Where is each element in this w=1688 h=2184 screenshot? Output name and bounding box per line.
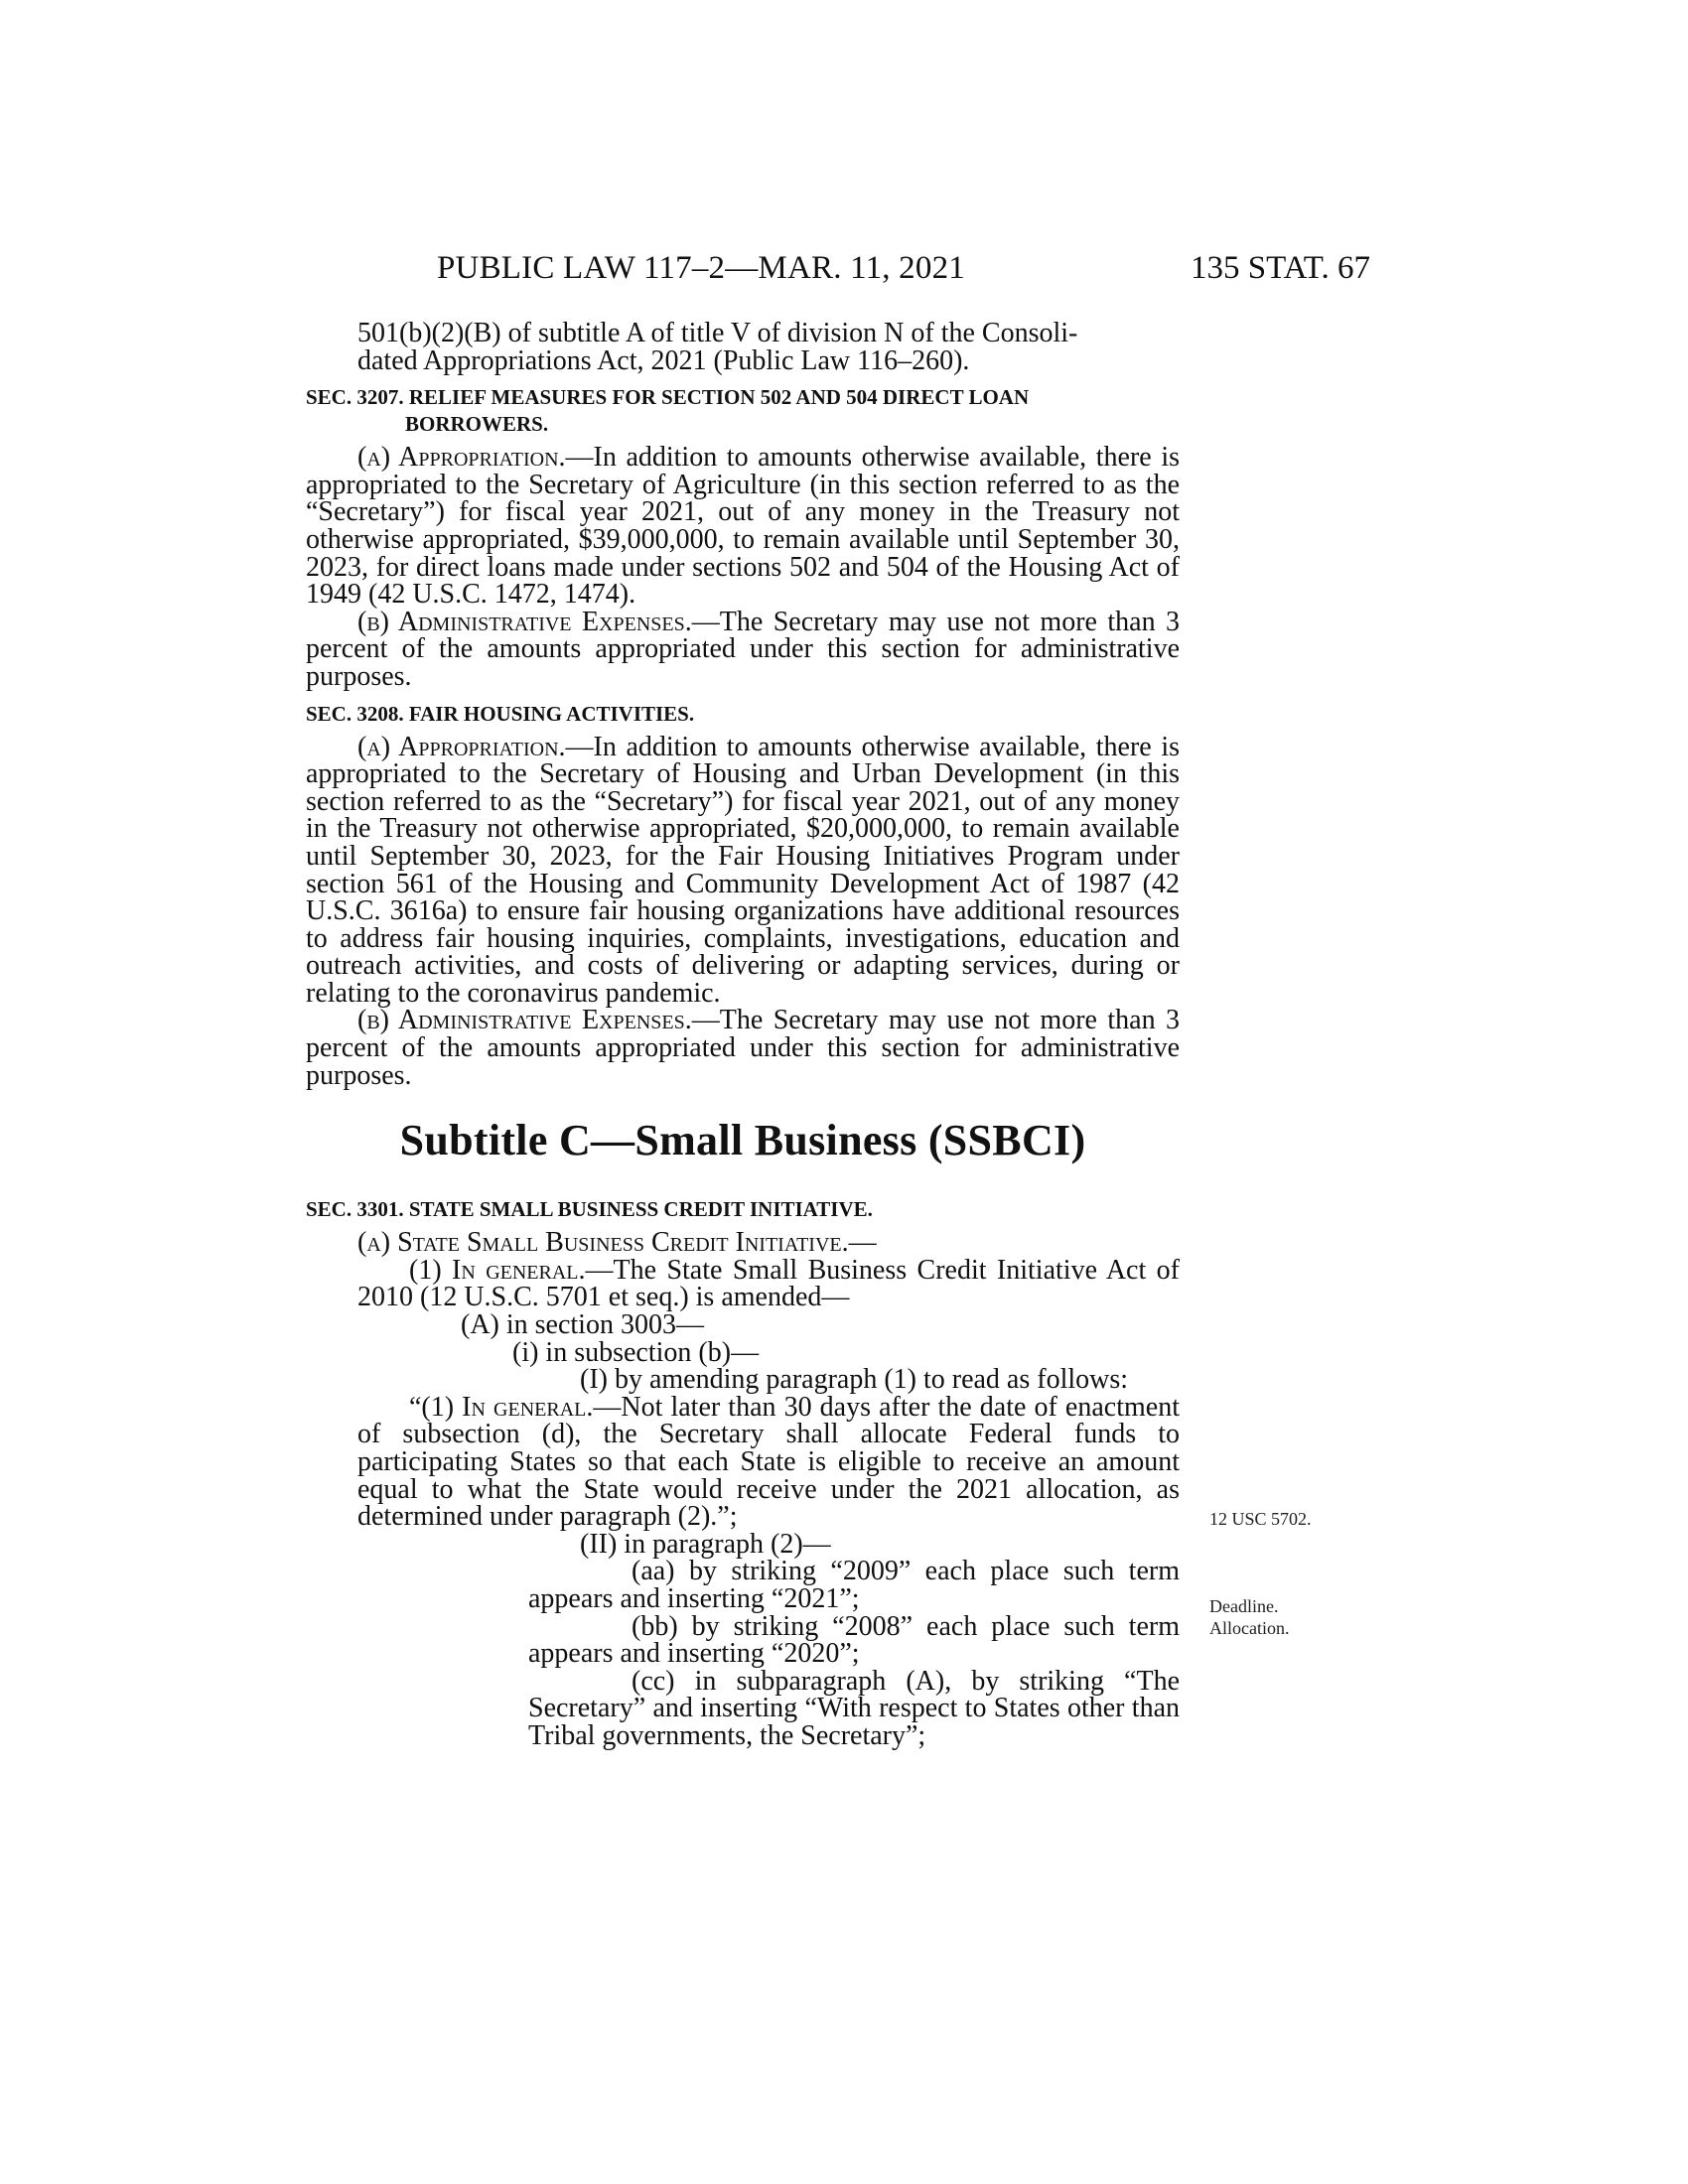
intro-line-1: 501(b)(2)(B) of subtitle A of title V of division N of the Consoli- <box>357 318 1078 348</box>
margin-note-allocation: Allocation. <box>1209 1618 1290 1638</box>
sec-3301-p1-text: —The State Small Business Credit Initiative Act of 2010 (12 U.S.C. 5701 et seq.) is amended— <box>357 1254 1180 1313</box>
sec-3208-a-text: —In addition to amounts otherwise available, there is appropriated to the Secretary of Housing and Urban Development (in this section referred to as the “Secretary”) for fiscal year 2021, out of any money in the Treasury not otherwise appropriated, $20,000,000, to remain available until September 30, 2023, for the Fair Housing Initiatives Program under section 561 of the Housing and Community Development Act of 1987 (42 U.S.C. 3616a) to ensure fair housing organizations have additional resources to address fair housing inquiries, complaints, investigations, education and outreach activities, and costs of delivering or adapting services, during or relating to the coronavirus pandemic. <box>306 731 1180 1009</box>
sec-3301-quote <box>306 1391 1180 1533</box>
sec-3207-b <box>306 606 1181 692</box>
sec-3301-quote-label: “(1) In general. <box>409 1391 594 1423</box>
sec-3301-heading: SEC. 3301. STATE SMALL BUSINESS CREDIT INITIATIVE. <box>306 1197 873 1222</box>
sec-3301-p1 <box>306 1254 1180 1313</box>
sec-3207-a-text: —In addition to amounts otherwise available, there is appropriated to the Secretary of Agriculture (in this section referred to as the “Secretary”) for fiscal year 2021, out of any money in the Treasury not otherwise appropriated, $39,000,000, to remain available until September 30, 2023, for direct loans made under sections 502 and 504 of the Housing Act of 1949 (42 U.S.C. 1472, 1474). <box>306 442 1180 611</box>
intro-line-2: dated Appropriations Act, 2021 (Public Law 116–260). <box>357 344 970 376</box>
sec-3301-p1-label: (1) In general. <box>409 1254 586 1286</box>
sec-3301-II: (II) in paragraph (2)— <box>580 1528 831 1560</box>
sec-3301-A: (A) in section 3003— <box>461 1309 704 1341</box>
sec-3207-b-text: —The Secretary may use not more than 3 percent of the amounts appropriated under this section for administrative purposes. <box>306 606 1181 692</box>
sec-3301-cc: (cc) in subparagraph (A), by striking “The Secretary” and inserting “With respect to States other than Tribal governments, the Secretary”; <box>528 1665 1180 1751</box>
sec-3208-b-label: (b) Administrative Expenses. <box>357 1005 692 1036</box>
sec-3301-a-heading: (a) State Small Business Credit Initiative.— <box>357 1227 877 1259</box>
sec-3207-b-label: (b) Administrative Expenses. <box>357 606 692 637</box>
subtitle-heading: Subtitle C—Small Business (SSBCI) <box>399 1116 1086 1165</box>
page-title: PUBLIC LAW 117–2—MAR. 11, 2021 <box>437 250 965 286</box>
sec-3208-heading: SEC. 3208. FAIR HOUSING ACTIVITIES. <box>306 701 695 726</box>
margin-note-usc: 12 USC 5702. <box>1209 1509 1312 1529</box>
stat-page-number: 135 STAT. 67 <box>1190 250 1370 286</box>
sec-3207-heading <box>306 384 1180 438</box>
sec-3301-i: (i) in subsection (b)— <box>512 1336 760 1368</box>
sec-3208-a <box>306 731 1180 1009</box>
sec-3301-I: (I) by amending paragraph (1) to read as follows: <box>580 1364 1129 1396</box>
sec-3207-heading-line1: SEC. 3207. RELIEF MEASURES FOR SECTION 502 AND 504 DIRECT LOAN <box>306 385 1030 410</box>
sec-3207-heading-line2: BORROWERS. <box>405 412 549 437</box>
sec-3301-aa: (aa) by striking “2009” each place such term appears and inserting “2021”; <box>528 1556 1180 1614</box>
page-header <box>437 250 1370 294</box>
sec-3208-b-text: —The Secretary may use not more than 3 percent of the amounts appropriated under this section for administrative purposes. <box>306 1005 1181 1091</box>
sec-3301-quote-text: —Not later than 30 days after the date of enactment of subsection (d), the Secretary shall allocate Federal funds to participating States so that each State is eligible to receive an amount equal to what the State would receive under the 2021 allocation, as determined under paragraph (2).”; <box>357 1391 1180 1533</box>
sec-3207-a-label: (a) Appropriation. <box>357 442 566 474</box>
document-body <box>306 320 1180 1750</box>
sec-3208-b <box>306 1007 1180 1089</box>
sec-3301-bb: (bb) by striking “2008” each place such term appears and inserting “2020”; <box>528 1610 1180 1670</box>
sec-3207-a <box>306 444 1180 609</box>
sec-3208-a-label: (a) Appropriation. <box>357 731 566 762</box>
margin-note-deadline: Deadline. <box>1209 1596 1279 1616</box>
